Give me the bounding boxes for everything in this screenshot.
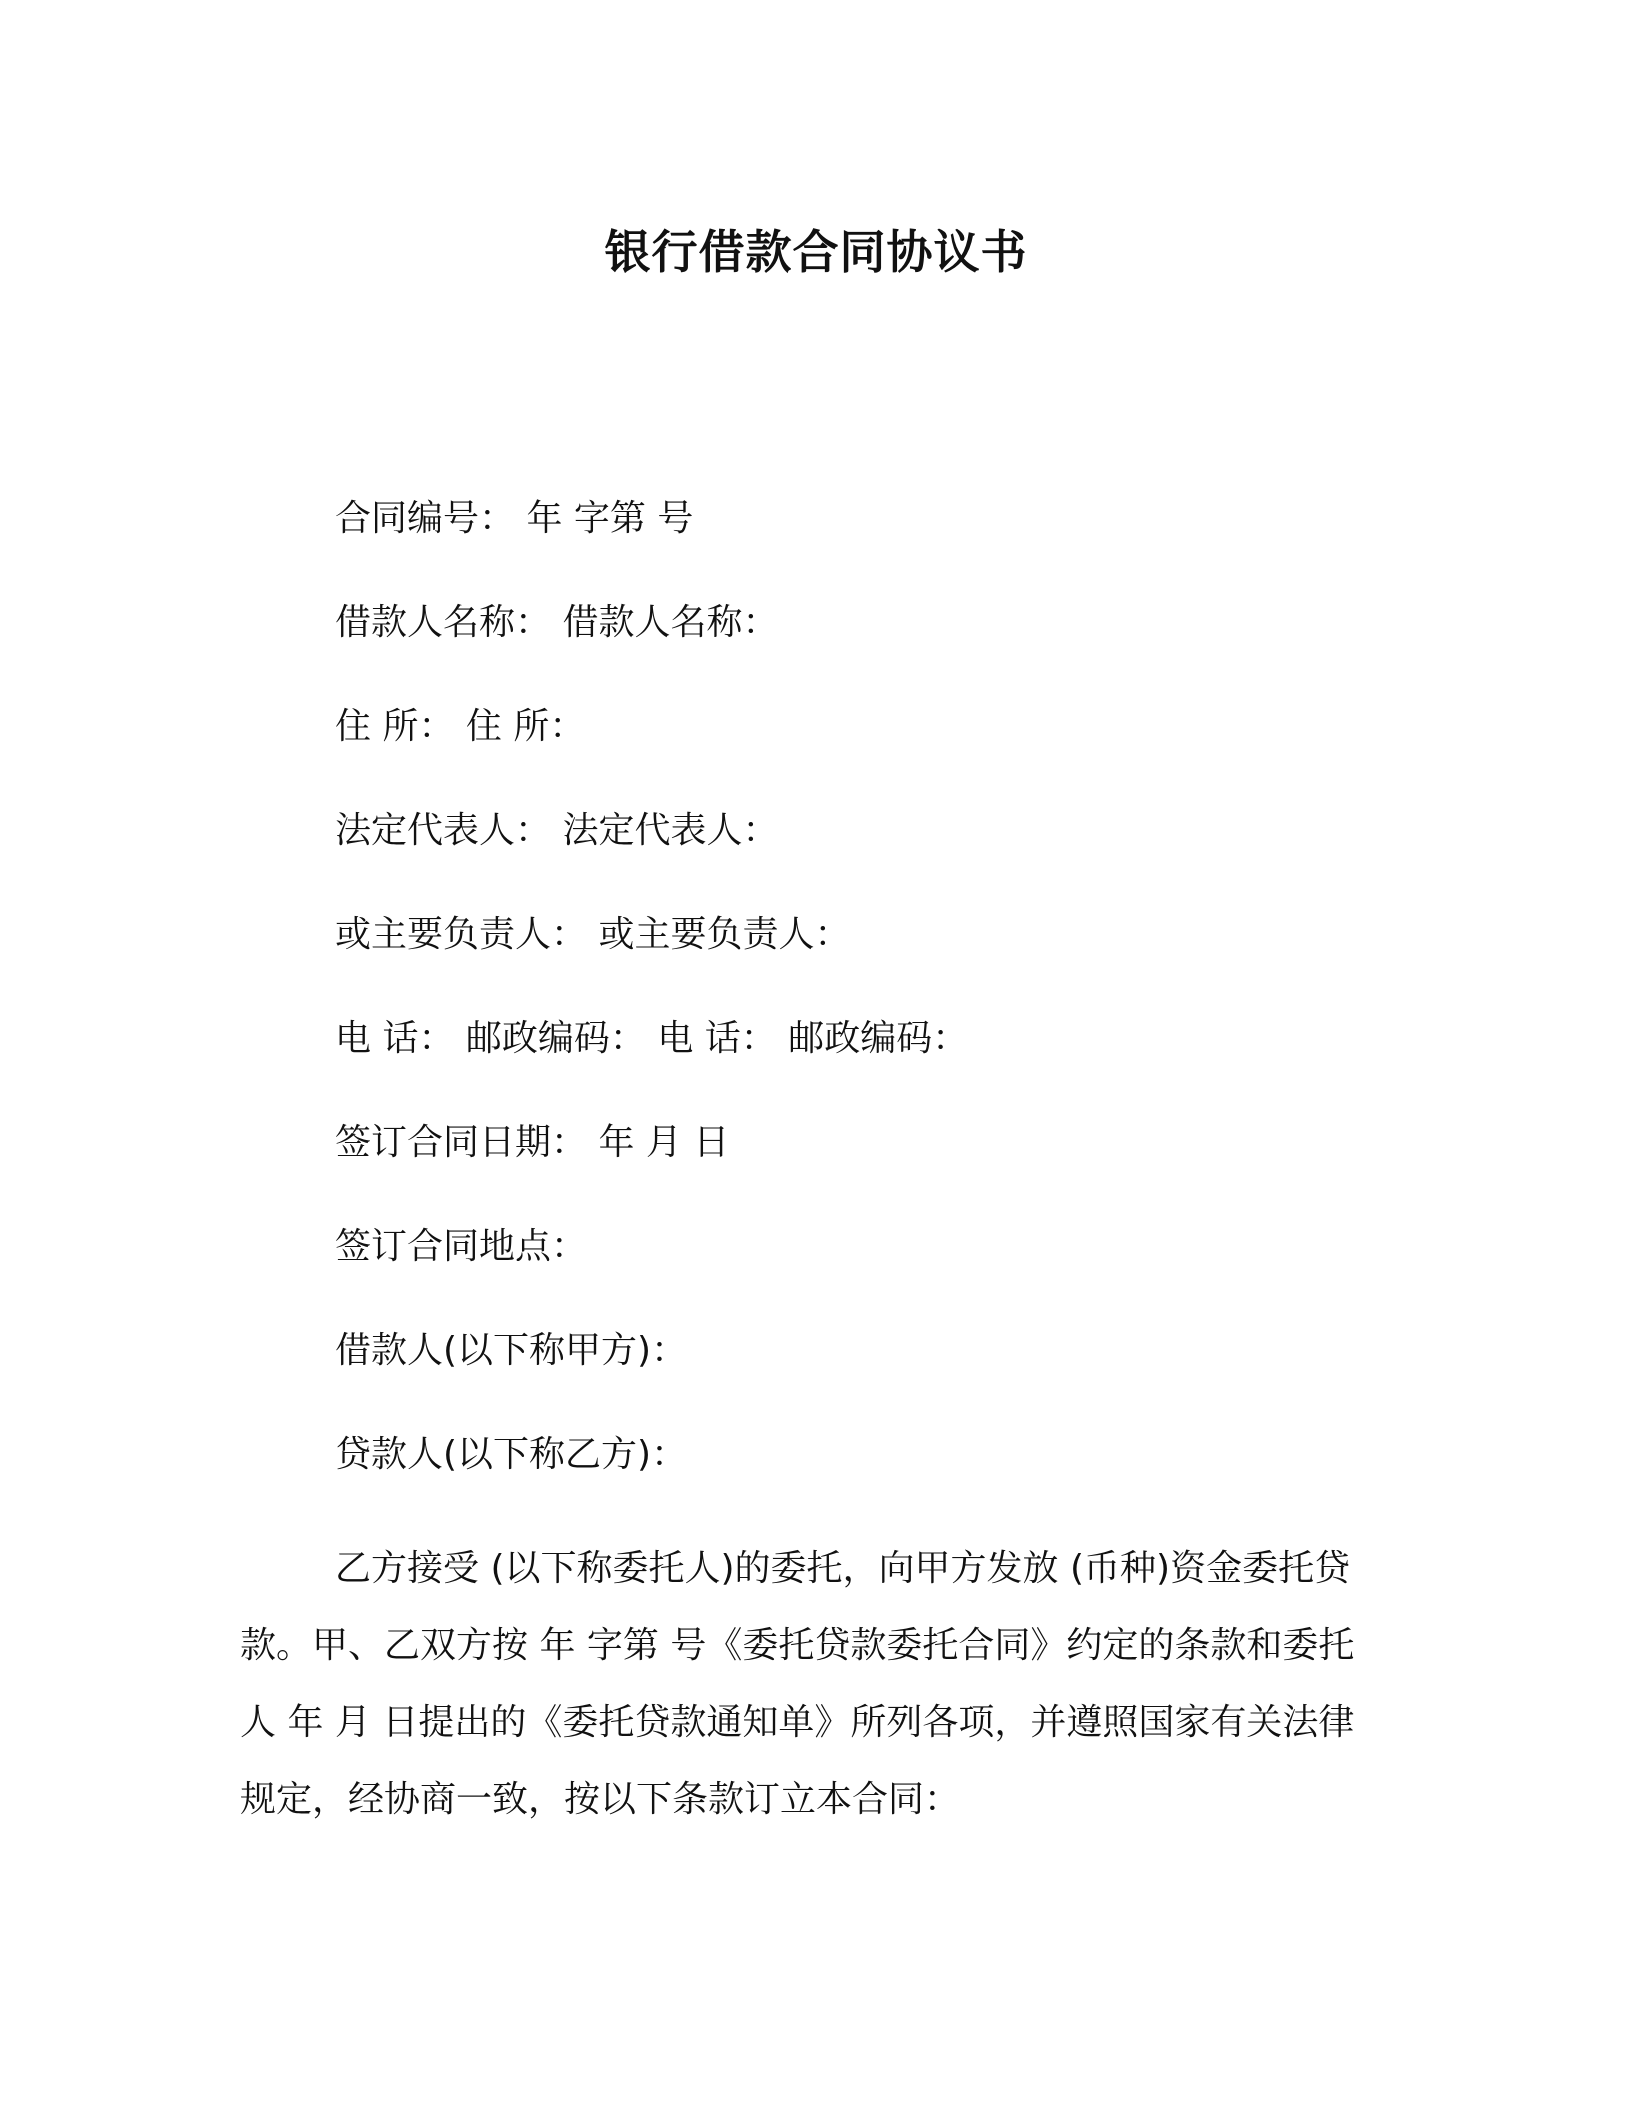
contract-fields (335, 495, 1435, 1535)
field-signing-date: 签订合同日期： 年 月 日 (335, 1122, 730, 1163)
paragraph-line: 乙方接受 (以下称委托人)的委托，向甲方发放 (币种)资金委托贷 (335, 1548, 1351, 1589)
paragraph-line: 规定，经协商一致，按以下条款订立本合同： (240, 1779, 961, 1820)
contract-preamble-paragraph (240, 1530, 1380, 1838)
field-lender-party-b: 贷款人(以下称乙方)： (335, 1434, 688, 1475)
document-title: 银行借款合同协议书 (604, 225, 1028, 279)
field-borrower-name: 借款人名称： 借款人名称： (335, 602, 779, 643)
field-principal-person: 或主要负责人： 或主要负责人： (335, 914, 851, 955)
field-signing-place: 签订合同地点： (335, 1226, 588, 1267)
field-address: 住 所： 住 所： (335, 706, 586, 747)
paragraph-line: 款。甲、乙双方按 年 字第 号《委托贷款委托合同》约定的条款和委托 (240, 1625, 1355, 1666)
field-contract-number: 合同编号： 年 字第 号 (335, 498, 694, 539)
field-legal-representative: 法定代表人： 法定代表人： (335, 810, 779, 851)
field-phone-postcode: 电 话： 邮政编码： 电 话： 邮政编码： (335, 1018, 969, 1059)
paragraph-line: 人 年 月 日提出的《委托贷款通知单》所列各项，并遵照国家有关法律 (240, 1702, 1355, 1743)
field-borrower-party-a: 借款人(以下称甲方)： (335, 1330, 688, 1371)
